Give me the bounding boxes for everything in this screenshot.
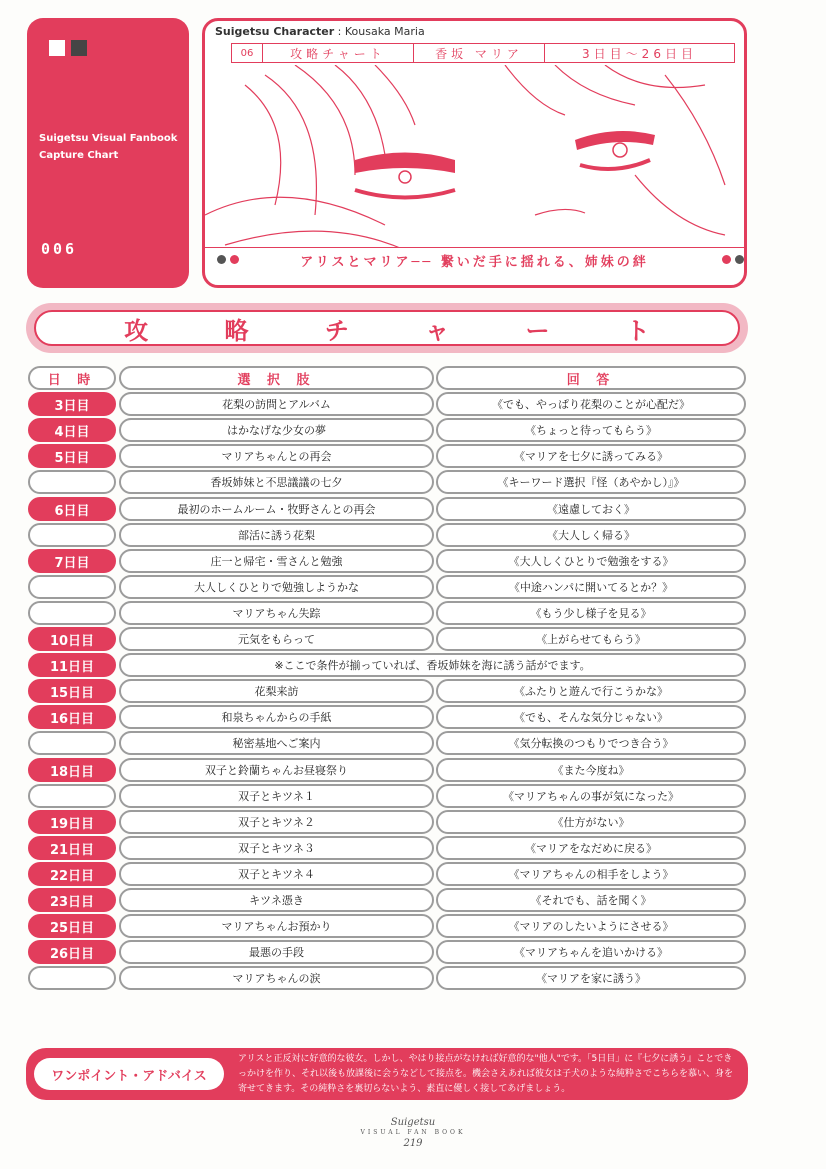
day-cell: 26日目	[28, 940, 116, 964]
sidebar-title	[39, 130, 189, 164]
character-name: Kousaka Maria	[344, 25, 425, 38]
header-frame	[202, 18, 747, 288]
white-square-icon	[49, 40, 65, 56]
day-cell: 6日目	[28, 497, 116, 521]
answer-cell: 《マリアを家に誘う》	[436, 966, 746, 990]
answer-cell: 《マリアちゃんの相手をしよう》	[436, 862, 746, 886]
day-cell	[28, 601, 116, 625]
table-row	[28, 810, 746, 834]
choice-cell: 双子とキツネ４	[119, 862, 434, 886]
day-cell	[28, 470, 116, 494]
choice-cell: 双子とキツネ１	[119, 784, 434, 808]
answer-cell: 《もう少し様子を見る》	[436, 601, 746, 625]
gray-dot-icon	[735, 255, 744, 264]
table-row	[28, 392, 746, 416]
footer-brand: Suigetsu	[390, 1117, 436, 1128]
choice-cell: 双子とキツネ２	[119, 810, 434, 834]
banner-char: ー	[525, 316, 550, 345]
header-date: 日 時	[28, 366, 116, 390]
choice-cell: マリアちゃんお預かり	[119, 914, 434, 938]
day-cell	[28, 731, 116, 755]
capture-chart-banner	[26, 303, 748, 353]
banner-char: ャ	[425, 316, 450, 345]
answer-cell: 《中途ハンパに開いてるとか？》	[436, 575, 746, 599]
day-cell: 5日目	[28, 444, 116, 468]
day-cell: 22日目	[28, 862, 116, 886]
banner-title	[34, 310, 740, 346]
day-cell	[28, 575, 116, 599]
day-cell: 18日目	[28, 758, 116, 782]
choice-cell: 部活に誘う花梨	[119, 523, 434, 547]
choice-cell: 双子とキツネ３	[119, 836, 434, 860]
day-cell: 15日目	[28, 679, 116, 703]
answer-cell: 《気分転換のつもりでつき合う》	[436, 731, 746, 755]
heroine-name: 香坂 マリア	[414, 44, 545, 62]
day-range: 3日目〜26日目	[582, 46, 697, 61]
choice-cell: 庄一と帰宅・雪さんと勉強	[119, 549, 434, 573]
answer-cell: 《でも、そんな気分じゃない》	[436, 705, 746, 729]
choice-cell: 最初のホームルーム・牧野さんとの再会	[119, 497, 434, 521]
answer-cell: 《仕方がない》	[436, 810, 746, 834]
chapter-number: 06	[232, 44, 263, 62]
answer-cell: 《マリアちゃんの事が気になった》	[436, 784, 746, 808]
choice-cell: マリアちゃんとの再会	[119, 444, 434, 468]
table-row	[28, 966, 746, 990]
choice-cell: はかなげな少女の夢	[119, 418, 434, 442]
answer-cell: 《キーワード選択『怪（あやかし）』》	[436, 470, 746, 494]
sidebar-title-line2: Capture Chart	[39, 150, 119, 161]
red-dot-icon	[230, 255, 239, 264]
table-row	[28, 549, 746, 573]
banner-char: 攻	[124, 316, 149, 345]
table-row	[28, 758, 746, 782]
sidebar-card	[27, 18, 189, 288]
choice-cell: 花梨の訪問とアルバム	[119, 392, 434, 416]
choice-cell: マリアちゃんの涙	[119, 966, 434, 990]
choice-cell: 元気をもらって	[119, 627, 434, 651]
table-row	[28, 444, 746, 468]
answer-cell: 《上がらせてもらう》	[436, 627, 746, 651]
choice-cell: 和泉ちゃんからの手紙	[119, 705, 434, 729]
table-row	[28, 470, 746, 494]
choice-cell: 最悪の手段	[119, 940, 434, 964]
advice-box	[26, 1048, 748, 1100]
choice-cell: 秘密基地へご案内	[119, 731, 434, 755]
day-cell: 3日目	[28, 392, 116, 416]
banner-char: 略	[224, 316, 249, 345]
table-row	[28, 627, 746, 651]
table-row	[28, 679, 746, 703]
caption-bar: アリスとマリア── 繋いだ手に揺れる、姉妹の絆	[205, 247, 744, 272]
day-cell: 21日目	[28, 836, 116, 860]
header-answer: 回 答	[436, 366, 746, 390]
character-label: Suigetsu Character	[215, 25, 335, 38]
table-row	[28, 914, 746, 938]
table-row	[28, 940, 746, 964]
day-cell: 16日目	[28, 705, 116, 729]
gray-square-icon	[71, 40, 87, 56]
choice-cell: キツネ憑き	[119, 888, 434, 912]
banner-char: ト	[625, 316, 650, 345]
day-cell	[28, 784, 116, 808]
answer-cell: 《大人しくひとりで勉強をする》	[436, 549, 746, 573]
table-row	[28, 705, 746, 729]
day-cell: 10日目	[28, 627, 116, 651]
table-row	[28, 653, 746, 677]
chart-label: 攻略チャート	[263, 44, 414, 62]
advice-label: ワンポイント・アドバイス	[34, 1058, 224, 1090]
gray-dot-icon	[217, 255, 226, 264]
table-row	[28, 836, 746, 860]
table-row	[28, 523, 746, 547]
answer-cell: 《また今度ね》	[436, 758, 746, 782]
table-row	[28, 731, 746, 755]
day-cell	[28, 523, 116, 547]
table-row	[28, 601, 746, 625]
answer-cell: 《ちょっと待ってもらう》	[436, 418, 746, 442]
answer-cell: 《マリアちゃんを追いかける》	[436, 940, 746, 964]
answer-cell: 《でも、やっぱり花梨のことが心配だ》	[436, 392, 746, 416]
banner-char: チ	[324, 316, 349, 345]
choice-cell: 花梨来訪	[119, 679, 434, 703]
chapter-header-bar	[231, 43, 735, 63]
sidebar-title-line1: Suigetsu Visual Fanbook	[39, 133, 178, 144]
table-row	[28, 575, 746, 599]
answer-cell: 《マリアのしたいようにさせる》	[436, 914, 746, 938]
table-header-row	[28, 366, 746, 390]
page-number: 219	[403, 1138, 423, 1149]
table-row	[28, 784, 746, 808]
table-row	[28, 497, 746, 521]
table-row	[28, 888, 746, 912]
day-cell	[28, 966, 116, 990]
red-dot-icon	[722, 255, 731, 264]
choice-cell: 双子と鈴蘭ちゃんお昼寝祭り	[119, 758, 434, 782]
table-row	[28, 418, 746, 442]
choice-cell: マリアちゃん失踪	[119, 601, 434, 625]
character-illustration	[205, 65, 744, 255]
answer-cell: 《ふたりと遊んで行こうかな》	[436, 679, 746, 703]
day-cell: 11日目	[28, 653, 116, 677]
answer-cell: 《大人しく帰る》	[436, 523, 746, 547]
choice-cell: 香坂姉妹と不思議議の七夕	[119, 470, 434, 494]
note-cell: ※ここで条件が揃っていれば、香坂姉妹を海に誘う話がでます。	[119, 653, 746, 677]
page-section-number: 006	[41, 240, 78, 258]
table-row	[28, 862, 746, 886]
day-cell: 19日目	[28, 810, 116, 834]
character-line: Suigetsu Character : Kousaka Maria	[215, 25, 425, 38]
day-cell: 7日目	[28, 549, 116, 573]
answer-cell: 《遠慮しておく》	[436, 497, 746, 521]
answer-cell: 《マリアを七夕に誘ってみる》	[436, 444, 746, 468]
answer-cell: 《それでも、話を聞く》	[436, 888, 746, 912]
answer-cell: 《マリアをなだめに戻る》	[436, 836, 746, 860]
advice-text: アリスと正反対に好意的な彼女。しかし、やはり接点がなければ好意的な"他人"です。「5日目」に『七夕に誘う』ことできっかけを作り、それ以後も放課後に会うなどして接点を。機会さえあれば彼女は子犬のような純粋さでこちらを慕い、身を寄せてきます。その純粋さを裏切らないよう、素直に優しく接してあげましょう。	[238, 1054, 734, 1094]
header-choice: 選 択 肢	[119, 366, 434, 390]
day-cell: 23日目	[28, 888, 116, 912]
choice-cell: 大人しくひとりで勉強しようかな	[119, 575, 434, 599]
footer-book: VISUAL FAN BOOK	[360, 1129, 466, 1136]
day-cell: 25日目	[28, 914, 116, 938]
day-cell: 4日目	[28, 418, 116, 442]
